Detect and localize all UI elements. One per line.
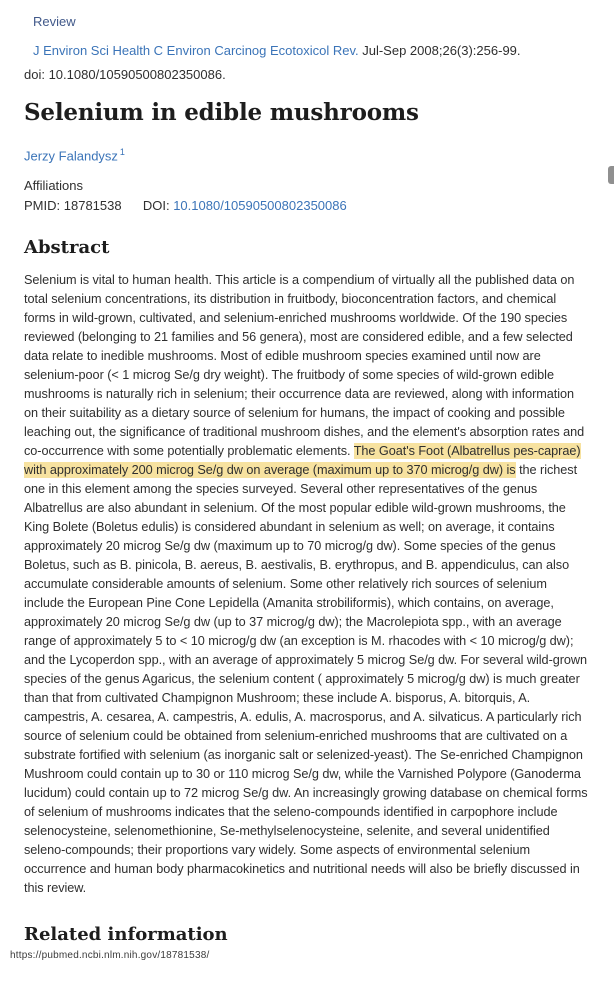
abstract-highlighted-text: The Goat's Foot (Albatrellus pes-caprae) with approximately 200 microg Se/g dw on average (maximum up to 370 microg/g dw) is — [24, 444, 581, 478]
citation-line — [33, 42, 590, 59]
pmid-label: PMID: — [24, 198, 61, 214]
clipped-side-toolbar-widget[interactable] — [608, 166, 614, 184]
citation-detail: Jul-Sep 2008;26(3):256-99. — [358, 43, 521, 58]
doi-text-line: doi: 10.1080/10590500802350086. — [24, 67, 226, 82]
pmid-value: 18781538 — [63, 198, 122, 214]
doi-link[interactable]: 10.1080/10590500802350086 — [173, 198, 347, 214]
abstract-text-after-highlight: the richest one in this element among the species surveyed. Several other representatives of the genus Albatrellus are also abundant in selenium. Of the most popular edible wild-grown mushrooms, the King Bolete (Boletus edulis) is considered abundant in selenium as well; on average, it contains approximately 20 microg Se/g dw (maximum up to 70 microg/g dw). Some species of the genus Boletus, such as B. pinicola, B. aereus, B. aestivalis, B. erythropus, and B. appendiculus, can also accumulate considerable amounts of selenium. Some other relatively rich sources of selenium include the European Pine Cone Lepidella (Amanita strobiliformis), which contains, on average, approximately 20 microg Se/g dw (up to 37 microg/g dw); the Macrolepiota spp., with an average range of approximately 5 to < 10 microg/g dw (an exception is M. rhacodes with < 10 microg/g dw); and the Lycoperdon spp., with an average of approximately 5 microg Se/g dw. For several wild-grown species of the genus Agaricus, the selenium content ( approximately 5 microg/g dw) is much greater than that from cultivated Champignon Mushroom; these include A. bisporus, A. bitorquis, A. campestris, A. cesarea, A. campestris, A. edulis, A. macrosporus, and A. silvaticus. A particularly rich source of selenium could be obtained from selenium-enriched mushrooms that are cultivated on a substrate fortified with selenium (as inorganic salt or selenized-yeast). The Se-enriched Champignon Mushroom could contain up to 30 or 110 microg Se/g dw, while the Varnished Polypore (Ganoderma lucidum) could contain up to 72 microg Se/g dw. An increasingly growing database on chemical forms of selenium of mushrooms indicates that the seleno-compounds identified in carpophore include selenocysteine, selenomethionine, Se-methylselenocysteine, selenite, and several unidentified seleno-compounds; their proportions vary widely. Some aspects of environmental selenium occurrence and human body pharmacokinetics and nutritional needs will also be briefly discussed in this review. — [24, 463, 588, 896]
author-list — [24, 144, 590, 164]
article-title: Selenium in edible mushrooms — [24, 99, 419, 126]
related-information-heading: Related information — [24, 924, 228, 946]
doi-label: DOI: — [142, 198, 170, 214]
identifiers-line — [24, 197, 590, 215]
affiliations-toggle[interactable]: Affiliations — [24, 178, 84, 194]
abstract-paragraph — [24, 271, 590, 898]
abstract-text-before-highlight: Selenium is vital to human health. This article is a compendium of virtually all the published data on total selenium concentrations, its distribution in fruitbody, bioconcentration factors, and chemical forms in wild-grown, cultivated, and selenium-enriched mushrooms worldwide. Of the 190 species reviewed (belonging to 21 families and 56 genera), most are considered edible, and a few selected data relate to inedible mushrooms. Most of edible mushroom species examined until now are selenium-poor (< 1 microg Se/g dry weight). The fruitbody of some species of wild-grown edible mushrooms is naturally rich in selenium; their occurrence data are reviewed, along with information on their suitability as a dietary source of selenium for humans, the impact of cooking and possible leaching out, the significance of traditional mushroom dishes, and the element's absorption rates and co-occurrence with some potentially problematic elements. — [24, 273, 585, 459]
journal-link[interactable]: J Environ Sci Health C Environ Carcinog Ecotoxicol Rev. — [33, 43, 359, 58]
abstract-heading: Abstract — [24, 237, 110, 259]
author-affiliation-superscript[interactable]: 1 — [119, 147, 125, 157]
publication-type-label: Review — [33, 14, 76, 29]
browser-status-url: https://pubmed.ncbi.nlm.nih.gov/18781538/ — [10, 950, 210, 961]
author-link[interactable]: Jerzy Falandysz — [24, 148, 118, 164]
